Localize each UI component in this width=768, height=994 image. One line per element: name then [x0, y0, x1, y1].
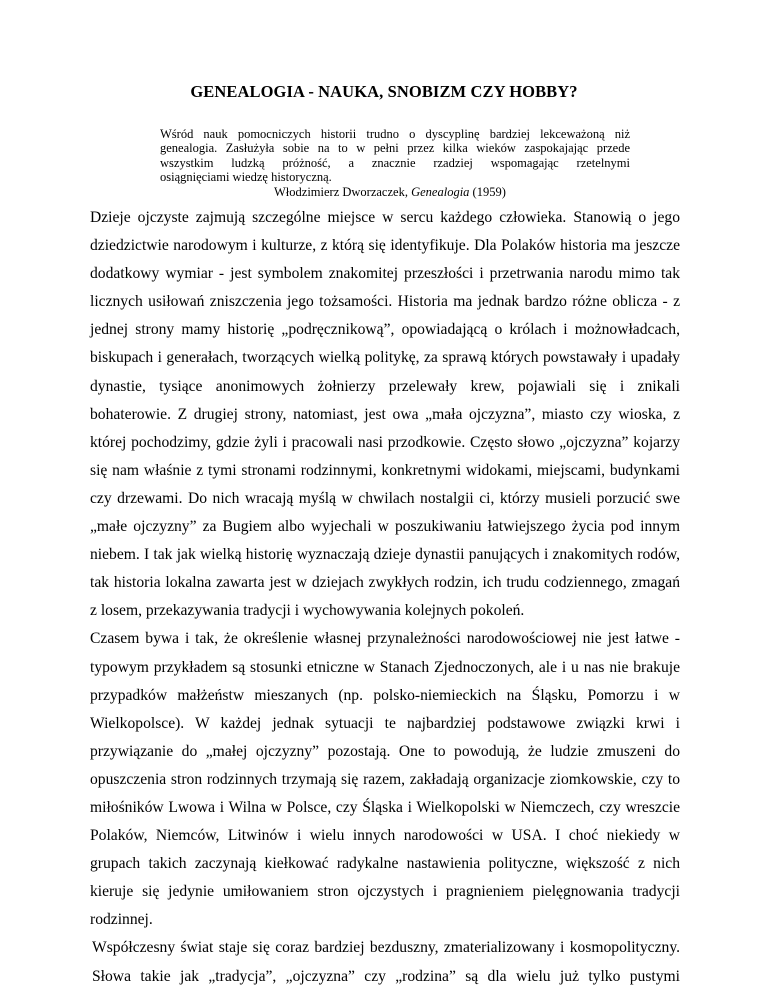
motto-year: (1959) — [469, 184, 506, 199]
body-line: typowym przykładem są stosunki etniczne w Stanach Zjednoczonych, ale i u nas nie brakuje — [90, 658, 680, 676]
body-line: Słowa takie jak „tradycja”, „ojczyzna” czy „rodzina” są dla wielu już tylko pustymi — [92, 967, 680, 985]
motto-line: Wśród nauk pomocniczych historii trudno o dyscyplinę bardziej lekceważoną niż — [160, 127, 630, 141]
body-line: jednej strony mamy historię „podręcznikową”, opowiadającą o królach i możnowładcach, — [90, 321, 680, 339]
body-line: niebem. I tak jak wielką historię wyznaczają dzieje dynastii panujących i znakomitych rodów, — [90, 546, 680, 564]
body-line: Polaków, Niemców, Litwinów i wielu innych narodowości w USA. I choć niekiedy w — [90, 827, 680, 845]
body-line: biskupach i generałach, tworzących wielką politykę, za sprawą których powstawały i upadały — [90, 349, 680, 367]
body-line: przypadków małżeństw mieszanych (np. polsko-niemieckich na Śląsku, Pomorzu i w — [90, 686, 680, 704]
body-line: dynastie, tysiące anonimowych żołnierzy przelewały krew, pojawiali się i znikali — [90, 377, 680, 395]
body-line: rodzinnej. — [90, 911, 153, 929]
body-line: Współczesny świat staje się coraz bardziej bezduszny, zmaterializowany i kosmopolityczny. — [92, 939, 680, 957]
body-line: przywiązanie do „małej ojczyzny” pozostają. One to powodują, że ludzie zmuszeni do — [90, 742, 680, 760]
document-title: GENEALOGIA - NAUKA, SNOBIZM CZY HOBBY? — [190, 82, 578, 101]
body-line: Czasem bywa i tak, że określenie własnej przynależności narodowościowej nie jest łatwe - — [90, 630, 680, 648]
motto-author: Włodzimierz Dworzaczek, — [274, 184, 412, 199]
body-line: czy drzewami. Do nich wracają myślą w chwilach nostalgii ci, którzy musieli porzucić swe — [90, 489, 680, 507]
body-line: kieruje się jedynie umiłowaniem stron ojczystych i pragnieniem pielęgnowania tradycji — [90, 883, 680, 901]
motto-line: wszystkim ludzką próżność, a znacznie rzadziej wspomagając rzetelnymi — [160, 155, 630, 170]
body-line: grupach takich zaczynają kiełkować radykalne nastawienia polityczne, większość z nich — [90, 855, 680, 873]
body-line: opuszczenia stron rodzinnych trzymają się razem, zakładają organizacje ziomkowskie, czy to — [90, 770, 680, 788]
body-text — [90, 204, 680, 991]
body-line: tak historia lokalna zawarta jest w dziejach zwykłych rodzin, ich trudu codziennego, zmagań — [90, 574, 680, 592]
body-line: „małe ojczyzny” za Bugiem albo wyjechali w poszukiwaniu łatwiejszego życia pod innym — [90, 518, 680, 536]
body-line: bohaterowie. Z drugiej strony, natomiast, jest owa „mała ojczyzna”, miasto czy wioska, z — [90, 405, 680, 423]
body-line: której pochodzimy, gdzie żyli i pracowali nasi przodkowie. Często słowo „ojczyzna” kojarzy — [90, 433, 680, 451]
body-line: licznych usiłowań zniszczenia jego tożsamości. Historia ma jednak bardzo różne oblicza - z — [90, 293, 680, 311]
body-line: Dzieje ojczyste zajmują szczególne miejsce w sercu każdego człowieka. Stanowią o jego — [90, 209, 680, 226]
body-line: z losem, przekazywania tradycji i wychowywania kolejnych pokoleń. — [90, 602, 525, 620]
motto-quote — [160, 127, 630, 199]
body-line: Wielkopolsce). W każdej jednak sytuacji te najbardziej podstawowe związki krwi i — [90, 714, 680, 732]
body-line: dziedzictwie narodowym i kulturze, z którą się identyfikuje. Dla Polaków historia ma jeszcze — [90, 237, 680, 255]
body-line: się nam właśnie z tymi stronami rodzinnymi, konkretnymi widokami, miejscami, budynkami — [90, 461, 680, 479]
body-line: dodatkowy wymiar - jest symbolem znakomitej przeszłości i przetrwania narodu mimo tak — [90, 265, 680, 283]
body-line: miłośników Lwowa i Wilna w Polsce, czy Śląska i Wielkopolski w Niemczech, czy wreszcie — [90, 798, 680, 816]
motto-line: genealogia. Zasłużyła sobie na to w pełni przez kilka wieków zaspokajając przede — [160, 141, 630, 156]
motto-attribution — [160, 185, 630, 199]
motto-line: osiągnięciami wiedzę historyczną. — [160, 170, 332, 185]
motto-work: Genealogia — [411, 184, 470, 199]
